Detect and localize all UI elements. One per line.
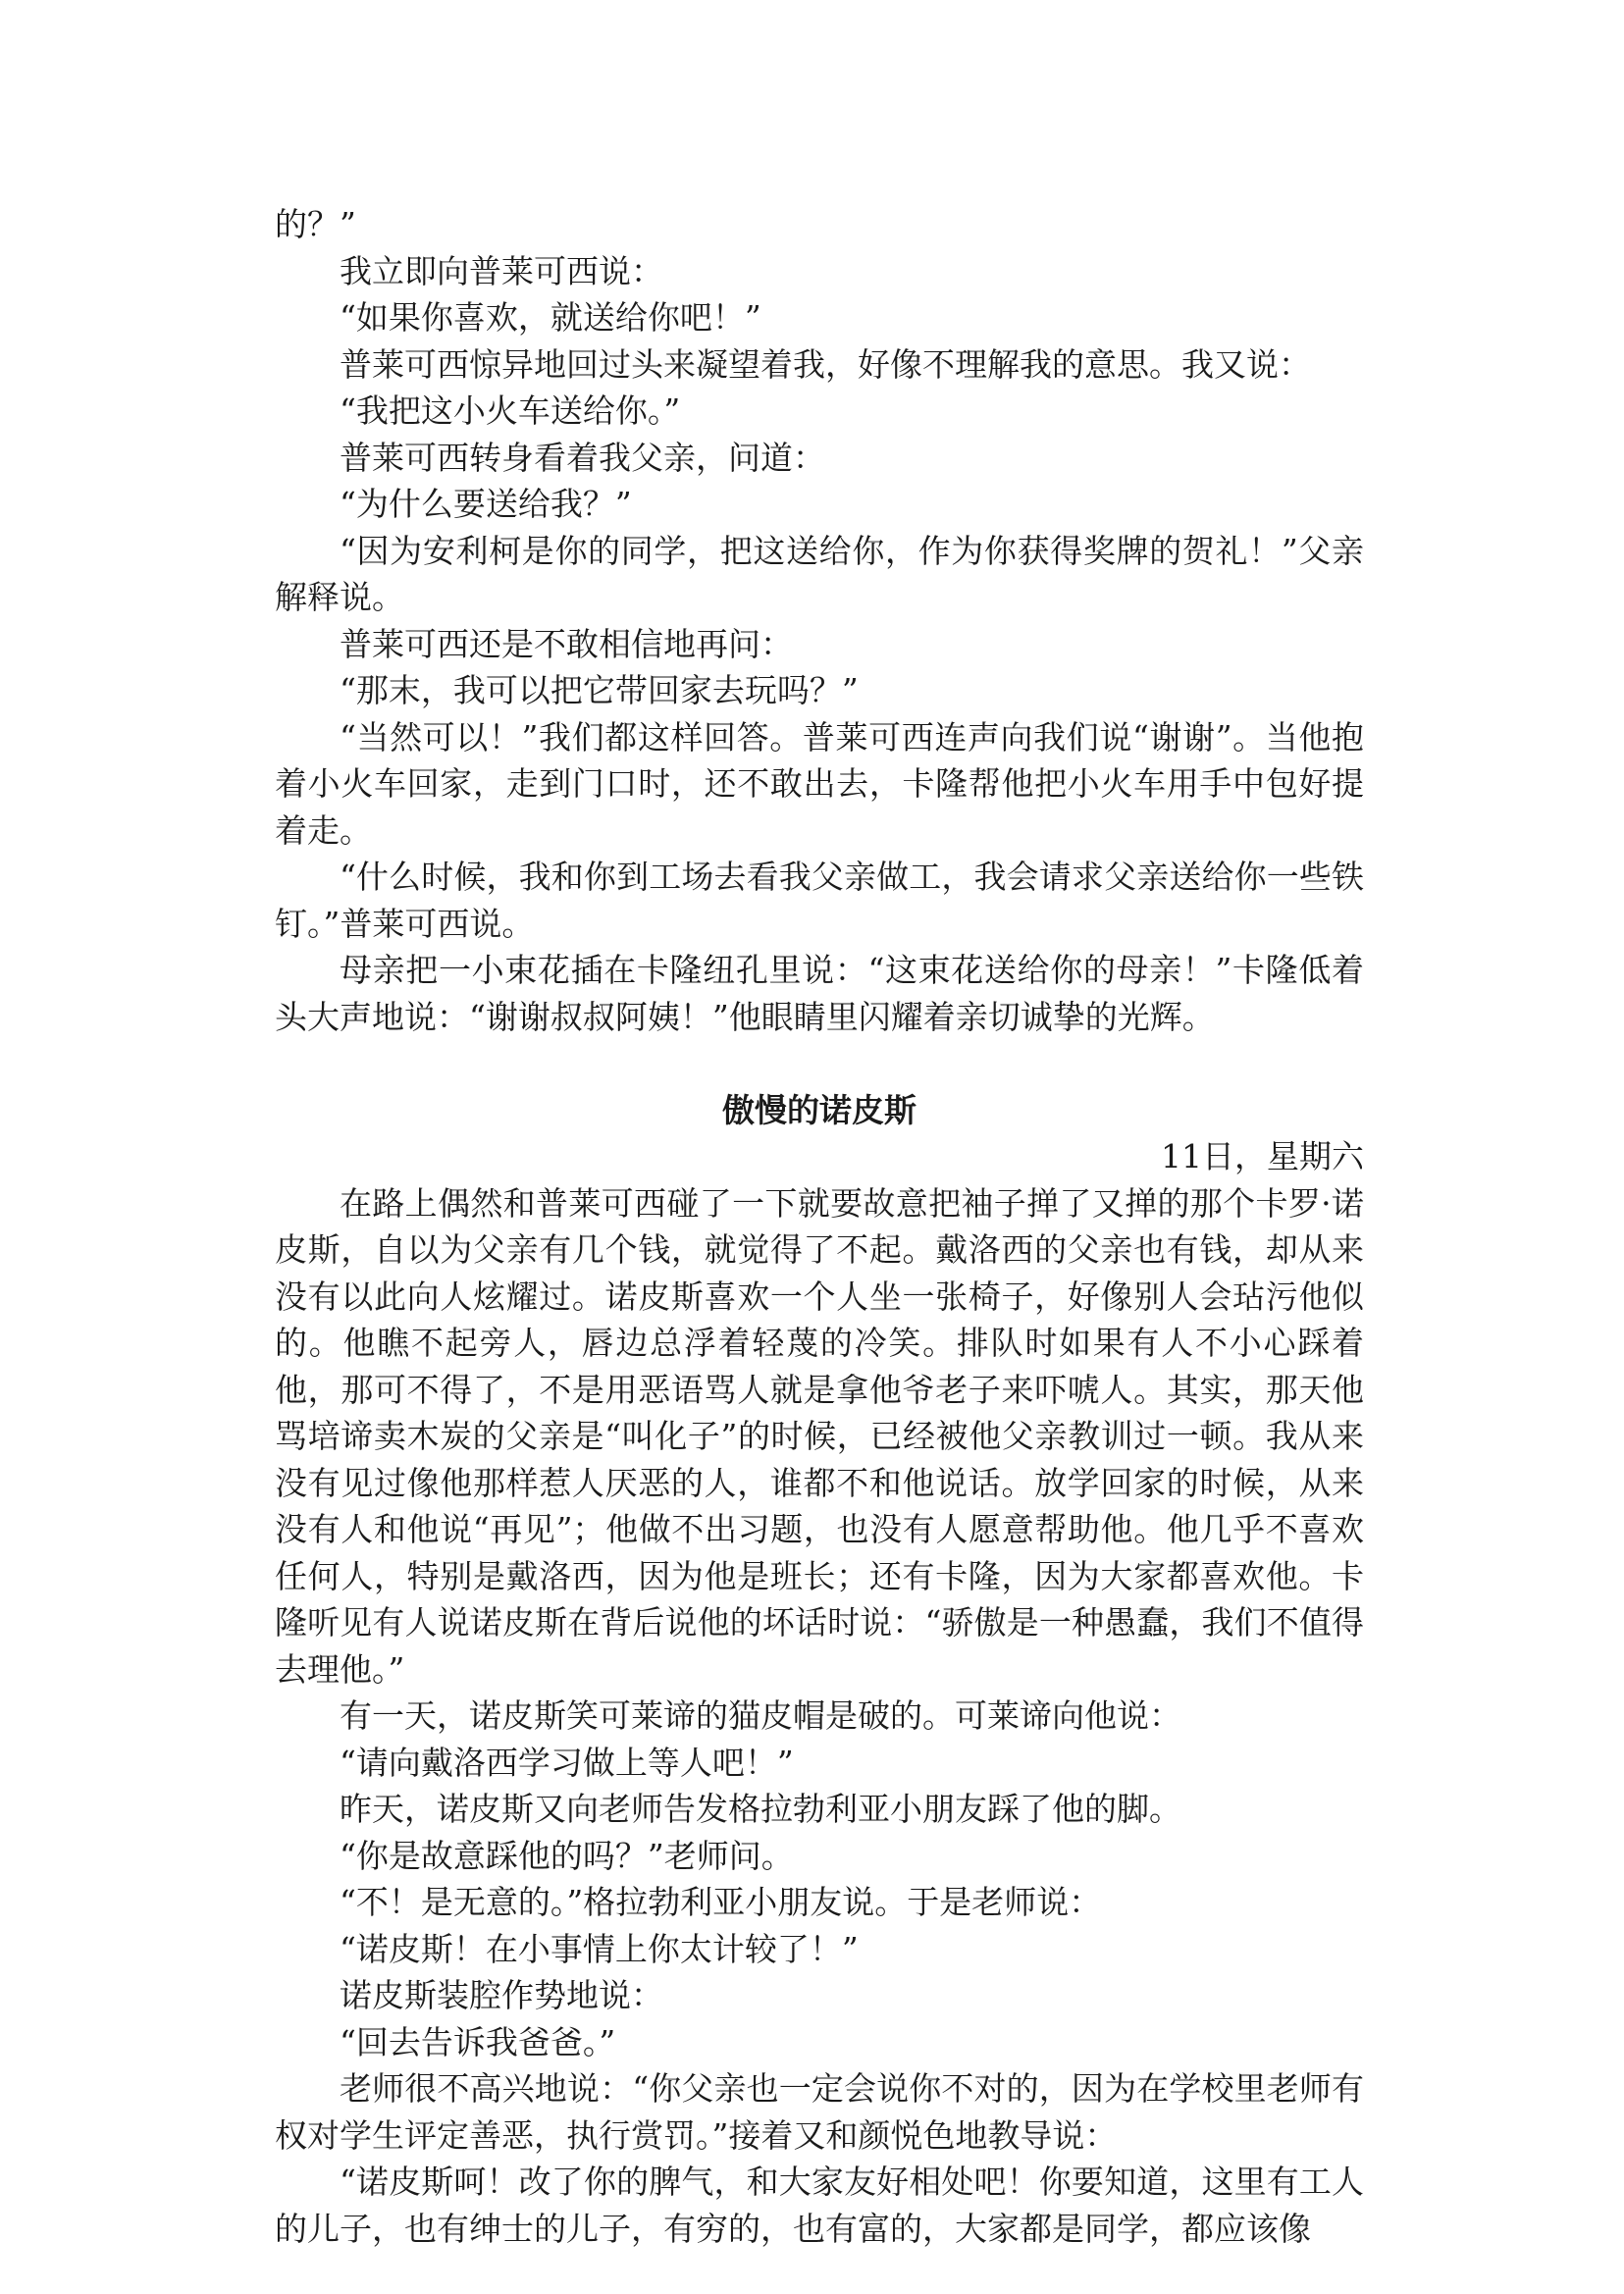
paragraph: 在路上偶然和普莱可西碰了一下就要故意把袖子掸了又掸的那个卡罗·诺皮斯，自以为父亲有几个钱，就觉得了不起。戴洛西的父亲也有钱，却从来没有以此向人炫耀过。诺皮斯喜欢一个人坐一张椅子，好像别人会玷污他似的。他瞧不起旁人，唇边总浮着轻蔑的冷笑。排队时如果有人不小心踩着他，那可不得了，不是用恶语骂人就是拿他爷老子来吓唬人。其实，那天他骂培谛卖木炭的父亲是“叫化子”的时候，已经被他父亲教训过一顿。我从来没有见过像他那样惹人厌恶的人，谁都不和他说话。放学回家的时候，从来没有人和他说“再见”；他做不出习题，也没有人愿意帮助他。他几乎不喜欢任何人，特别是戴洛西，因为他是班长；还有卡隆，因为大家都喜欢他。卡隆听见有人说诺皮斯在背后说他的坏话时说：“骄傲是一种愚蠢，我们不值得去理他。” <box>275 1183 1364 1689</box>
section-title: 傲慢的诺皮斯 <box>722 1090 917 1129</box>
paragraph: “因为安利柯是你的同学，把这送给你，作为你获得奖牌的贺礼！”父亲解释说。 <box>275 531 1364 616</box>
paragraph: “我把这小火车送给你。” <box>340 391 681 430</box>
paragraph: “为什么要送给我？” <box>340 485 632 523</box>
paragraph: 普莱可西转身看着我父亲，问道： <box>340 438 825 477</box>
paragraph: 有一天，诺皮斯笑可莱谛的猫皮帽是破的。可莱谛向他说： <box>340 1696 1181 1735</box>
paragraph: “什么时候，我和你到工场去看我父亲做工，我会请求父亲送给你一些铁钉。”普莱可西说。 <box>275 858 1364 943</box>
paragraph: 昨天，诺皮斯又向老师告发格拉勃利亚小朋友踩了他的脚。 <box>340 1790 1181 1828</box>
paragraph: “诺皮斯呵！改了你的脾气，和大家友好相处吧！你要知道，这里有工人的儿子，也有绅士的儿子，有穷的，也有富的，大家都是同学，都应该像 <box>275 2163 1364 2248</box>
paragraph: 普莱可西惊异地回过头来凝望着我，好像不理解我的意思。我又说： <box>340 344 1311 384</box>
paragraph: “当然可以！”我们都这样回答。普莱可西连声向我们说“谢谢”。当他抱着小火车回家，走到门口时，还不敢出去，卡隆帮他把小火车用手中包好提着走。 <box>275 717 1364 850</box>
section-body <box>275 1180 1364 2253</box>
paragraph: “不！是无意的。”格拉勃利亚小朋友说。于是老师说： <box>340 1883 1102 1921</box>
paragraph: 我立即向普莱可西说： <box>340 251 663 290</box>
paragraph: “你是故意踩他的吗？”老师问。 <box>340 1836 794 1875</box>
paragraph: “那末，我可以把它带回家去玩吗？” <box>340 671 859 709</box>
paragraph: “回去告诉我爸爸。” <box>340 2022 616 2061</box>
paragraph: 诺皮斯装腔作势地说： <box>340 1976 663 2014</box>
paragraph: “请向戴洛西学习做上等人吧！” <box>340 1743 794 1782</box>
section-date: 11日，星期六 <box>1161 1137 1364 1175</box>
story-continuation <box>275 201 1364 1040</box>
paragraph: 普莱可西还是不敢相信地再问： <box>340 624 793 663</box>
paragraph: 的？” <box>275 205 356 243</box>
paragraph: “诺皮斯！在小事情上你太计较了！” <box>340 1929 859 1968</box>
paragraph: 老师很不高兴地说：“你父亲也一定会说你不对的，因为在学校里老师有权对学生评定善恶，执行赏罚。”接着又和颜悦色地教导说： <box>275 2069 1364 2155</box>
paragraph: 母亲把一小束花插在卡隆纽孔里说：“这束花送给你的母亲！”卡隆低着头大声地说：“谢谢叔叔阿姨！”他眼睛里闪耀着亲切诚挚的光辉。 <box>275 951 1364 1036</box>
paragraph: “如果你喜欢，就送给你吧！” <box>340 298 761 337</box>
document-page <box>275 201 1364 2252</box>
